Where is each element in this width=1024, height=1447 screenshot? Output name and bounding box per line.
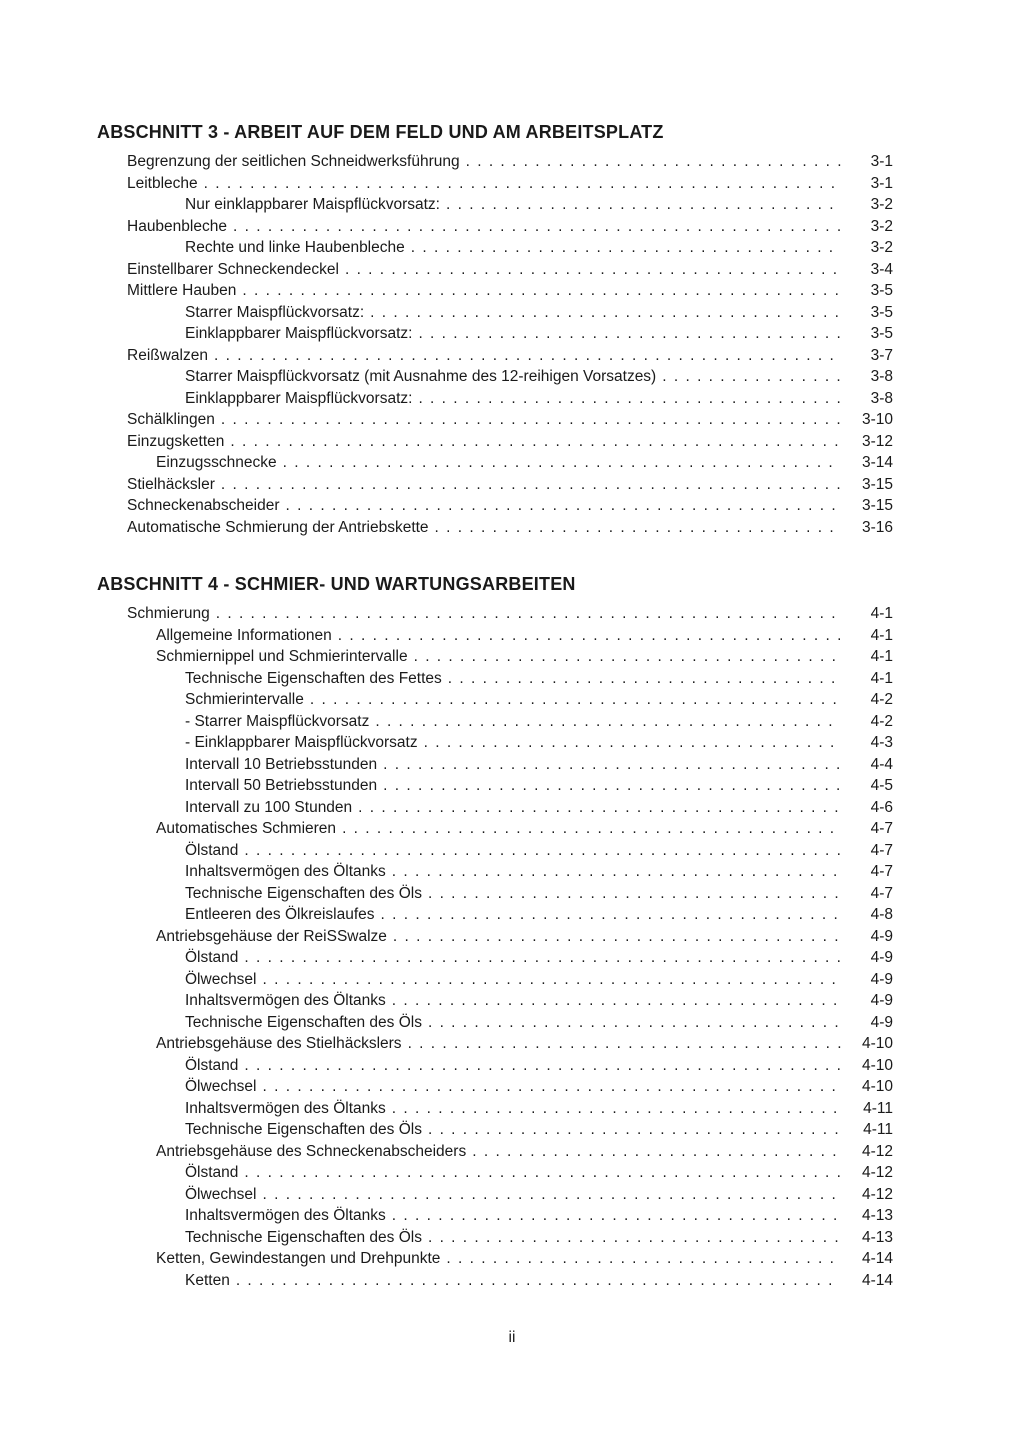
toc-entry xyxy=(97,990,893,1012)
toc-entry-label: Begrenzung der seitlichen Schneidwerksführung xyxy=(127,153,460,170)
toc-entry xyxy=(97,1119,893,1141)
dot-leader xyxy=(342,818,841,840)
toc-entry-label: Rechte und linke Haubenbleche xyxy=(185,239,405,256)
toc-entry xyxy=(97,1162,893,1184)
toc-entry-label: Reißwalzen xyxy=(127,346,208,364)
toc-entry xyxy=(97,1076,893,1098)
dot-leader xyxy=(310,689,841,711)
toc-entry-page: 4-12 xyxy=(861,1185,893,1203)
toc-entry xyxy=(97,216,893,238)
toc-entry xyxy=(97,151,893,173)
toc-entry-page: 4-4 xyxy=(870,755,893,773)
dot-leader xyxy=(244,947,841,969)
toc-entry-label: Entleeren des Ölkreislaufes xyxy=(185,906,375,923)
dot-leader xyxy=(418,388,841,410)
toc-entry-label: Intervall 10 Betriebsstunden xyxy=(185,755,378,773)
dot-leader xyxy=(244,1055,841,1077)
toc-entry xyxy=(97,689,893,711)
toc-entry xyxy=(97,452,893,474)
toc-entry xyxy=(97,345,893,367)
dot-leader xyxy=(428,1119,841,1141)
toc-entry-page: 4-5 xyxy=(870,777,893,794)
toc-entry-page: 3-15 xyxy=(861,475,893,493)
toc-entry-label: Ölwechsel xyxy=(185,1185,257,1203)
toc-entry-page: 4-10 xyxy=(861,1078,893,1095)
toc-entry-page: 4-13 xyxy=(861,1207,893,1224)
dot-leader xyxy=(221,474,841,496)
toc-entry-label: Einzugsketten xyxy=(127,432,225,450)
dot-leader xyxy=(214,345,841,367)
toc-entry xyxy=(97,323,893,345)
toc-entry xyxy=(97,818,893,840)
toc-entry-page: 3-2 xyxy=(870,196,893,213)
toc-entry-label: Technische Eigenschaften des Fettes xyxy=(185,669,442,687)
dot-leader xyxy=(244,1162,841,1184)
toc-entry xyxy=(97,366,893,388)
dot-leader xyxy=(662,366,841,388)
toc-entry-page: 3-10 xyxy=(861,411,893,428)
toc-entry xyxy=(97,388,893,410)
toc-entry-label: Allgemeine Informationen xyxy=(156,626,332,644)
dot-leader xyxy=(244,840,841,862)
toc-entry-label: Schmierung xyxy=(127,605,210,622)
toc-entry xyxy=(97,1205,893,1227)
toc-entry xyxy=(97,431,893,453)
toc-entry-label: Automatische Schmierung der Antriebskette xyxy=(127,518,429,536)
toc-entry-page: 4-7 xyxy=(870,820,893,837)
dot-leader xyxy=(263,969,842,991)
toc-entry xyxy=(97,904,893,926)
toc-entry xyxy=(97,797,893,819)
toc-entry-label: Technische Eigenschaften des Öls xyxy=(185,1013,422,1031)
dot-leader xyxy=(472,1141,841,1163)
toc-entry-page: 4-11 xyxy=(863,1099,893,1117)
toc-entry-label: Technische Eigenschaften des Öls xyxy=(185,1228,422,1246)
toc-entry-page: 4-12 xyxy=(861,1142,893,1160)
toc-entry-label: Mittlere Hauben xyxy=(127,282,237,299)
toc-entry xyxy=(97,1141,893,1163)
toc-entry-page: 3-8 xyxy=(870,368,893,385)
toc-entry xyxy=(97,840,893,862)
toc-entry-label: Einzugsschnecke xyxy=(156,454,277,471)
toc-entry-label: Ölstand xyxy=(185,1056,239,1074)
dot-leader xyxy=(408,1033,841,1055)
toc-entry xyxy=(97,646,893,668)
dot-leader xyxy=(392,861,841,883)
dot-leader xyxy=(392,1205,841,1227)
dot-leader xyxy=(233,216,841,238)
dot-leader xyxy=(263,1184,842,1206)
toc-entry xyxy=(97,280,893,302)
toc-entry xyxy=(97,302,893,324)
dot-leader xyxy=(466,151,841,173)
toc-entry-page: 4-10 xyxy=(861,1056,893,1074)
toc-entry-page: 4-9 xyxy=(870,970,893,988)
toc-entry-page: 3-4 xyxy=(870,260,893,278)
toc-entry-page: 3-1 xyxy=(870,153,893,170)
toc-entry-page: 4-9 xyxy=(870,992,893,1009)
toc-entry-label: Ketten xyxy=(185,1271,230,1289)
toc-entry xyxy=(97,1184,893,1206)
toc-entry-page: 3-8 xyxy=(870,389,893,407)
toc-entry-page: 4-1 xyxy=(870,669,893,687)
toc-entry-page: 3-1 xyxy=(870,174,893,192)
toc-entry xyxy=(97,1055,893,1077)
dot-leader xyxy=(393,926,841,948)
toc-entry xyxy=(97,775,893,797)
toc-entry xyxy=(97,194,893,216)
dot-leader xyxy=(448,668,841,690)
toc-entry-page: 3-5 xyxy=(870,325,893,342)
dot-leader xyxy=(338,625,841,647)
dot-leader xyxy=(424,732,841,754)
toc-entry-page: 4-14 xyxy=(861,1271,893,1289)
dot-leader xyxy=(381,904,841,926)
dot-leader xyxy=(446,194,841,216)
toc-entry xyxy=(97,883,893,905)
toc-entry-page: 3-14 xyxy=(861,454,893,471)
section-title: ABSCHNITT 4 - SCHMIER- UND WARTUNGSARBEITEN xyxy=(97,574,576,594)
toc-entry-page: 4-8 xyxy=(870,906,893,923)
toc-entry-label: Einklappbarer Maispflückvorsatz: xyxy=(185,389,413,407)
toc-entry xyxy=(97,668,893,690)
toc-entry-label: Ölstand xyxy=(185,1164,239,1181)
dot-leader xyxy=(283,452,841,474)
toc-entry xyxy=(97,237,893,259)
toc-entry-label: Inhaltsvermögen des Öltanks xyxy=(185,992,386,1009)
toc-entry-label: Antriebsgehäuse des Schneckenabscheiders xyxy=(156,1142,467,1160)
toc-entry-page: 3-5 xyxy=(870,303,893,321)
dot-leader xyxy=(236,1270,841,1292)
toc-entry-page: 4-1 xyxy=(870,605,893,622)
dot-leader xyxy=(375,711,841,733)
toc-entry-label: Schälklingen xyxy=(127,411,215,428)
toc-entry-label: Ketten, Gewindestangen und Drehpunkte xyxy=(156,1250,441,1267)
toc-entry xyxy=(97,969,893,991)
dot-leader xyxy=(263,1076,842,1098)
dot-leader xyxy=(216,603,841,625)
toc-entry xyxy=(97,732,893,754)
toc-entry-page: 4-3 xyxy=(870,734,893,751)
toc-entry-label: Technische Eigenschaften des Öls xyxy=(185,1121,422,1138)
toc-entry xyxy=(97,947,893,969)
dot-leader xyxy=(242,280,841,302)
toc-entry xyxy=(97,1270,893,1292)
table-of-contents xyxy=(97,120,893,1325)
toc-entry xyxy=(97,259,893,281)
toc-entry-page: 3-2 xyxy=(870,217,893,235)
toc-entry-label: - Starrer Maispflückvorsatz xyxy=(185,712,370,730)
toc-entry-label: - Einklappbarer Maispflückvorsatz xyxy=(185,734,418,751)
dot-leader xyxy=(286,495,841,517)
toc-section xyxy=(97,572,893,1291)
toc-entry-page: 3-2 xyxy=(870,239,893,256)
toc-section xyxy=(97,120,893,538)
toc-entry-page: 4-2 xyxy=(870,712,893,730)
dot-leader xyxy=(418,323,841,345)
toc-entry-page: 4-10 xyxy=(861,1035,893,1052)
dot-leader xyxy=(221,409,841,431)
toc-entry-page: 3-16 xyxy=(861,518,893,536)
dot-leader xyxy=(345,259,841,281)
toc-entry xyxy=(97,1098,893,1120)
toc-entry-label: Ölwechsel xyxy=(185,970,257,988)
toc-entry xyxy=(97,625,893,647)
toc-entry xyxy=(97,1012,893,1034)
toc-entry-label: Ölstand xyxy=(185,841,239,859)
toc-entry xyxy=(97,1227,893,1249)
toc-entry-label: Antriebsgehäuse des Stielhäckslers xyxy=(156,1035,402,1052)
toc-entry-label: Nur einklappbarer Maispflückvorsatz: xyxy=(185,196,440,213)
toc-entry-page: 4-7 xyxy=(870,884,893,902)
toc-entry-label: Schmiernippel und Schmierintervalle xyxy=(156,648,408,665)
toc-entry-page: 4-2 xyxy=(870,691,893,708)
toc-entry xyxy=(97,1248,893,1270)
toc-entry-label: Intervall 50 Betriebsstunden xyxy=(185,777,378,794)
toc-entry-page: 3-5 xyxy=(870,282,893,299)
toc-entry xyxy=(97,926,893,948)
toc-entry-label: Inhaltsvermögen des Öltanks xyxy=(185,1207,386,1224)
toc-entry xyxy=(97,603,893,625)
section-title: ABSCHNITT 3 - ARBEIT AUF DEM FELD UND AM ARBEITSPLATZ xyxy=(97,122,664,142)
dot-leader xyxy=(392,1098,841,1120)
dot-leader xyxy=(428,1227,841,1249)
dot-leader xyxy=(383,754,841,776)
dot-leader xyxy=(370,302,841,324)
toc-entry-page: 3-7 xyxy=(870,346,893,364)
dot-leader xyxy=(428,1012,841,1034)
toc-entry xyxy=(97,517,893,539)
toc-entry-label: Inhaltsvermögen des Öltanks xyxy=(185,863,386,880)
toc-entry-label: Antriebsgehäuse der ReiSSwalze xyxy=(156,927,387,945)
toc-entry xyxy=(97,754,893,776)
toc-entry-page: 4-6 xyxy=(870,798,893,816)
toc-entry-label: Schneckenabscheider xyxy=(127,497,280,514)
toc-entry-page: 4-11 xyxy=(863,1121,893,1138)
toc-entry-page: 4-9 xyxy=(870,949,893,966)
toc-entry-page: 4-1 xyxy=(870,648,893,665)
toc-entry-page: 4-13 xyxy=(861,1228,893,1246)
toc-entry-label: Ölwechsel xyxy=(185,1078,257,1095)
dot-leader xyxy=(358,797,841,819)
toc-entry-page: 4-7 xyxy=(870,841,893,859)
toc-entry-page: 4-7 xyxy=(870,863,893,880)
dot-leader xyxy=(204,173,841,195)
dot-leader xyxy=(392,990,841,1012)
toc-entry-label: Automatisches Schmieren xyxy=(156,820,337,837)
toc-entry-page: 4-1 xyxy=(870,626,893,644)
dot-leader xyxy=(411,237,841,259)
toc-entry-label: Starrer Maispflückvorsatz: xyxy=(185,303,365,321)
toc-entry-page: 4-9 xyxy=(870,1013,893,1031)
toc-entry xyxy=(97,173,893,195)
toc-entry-label: Ölstand xyxy=(185,949,239,966)
dot-leader xyxy=(414,646,841,668)
dot-leader xyxy=(446,1248,841,1270)
toc-entry-label: Schmierintervalle xyxy=(185,691,304,708)
toc-entry-label: Intervall zu 100 Stunden xyxy=(185,798,353,816)
toc-entry-page: 4-14 xyxy=(861,1250,893,1267)
dot-leader xyxy=(435,517,841,539)
toc-entry xyxy=(97,495,893,517)
toc-entry-page: 4-12 xyxy=(861,1164,893,1181)
dot-leader xyxy=(383,775,841,797)
toc-entry-label: Inhaltsvermögen des Öltanks xyxy=(185,1099,386,1117)
dot-leader xyxy=(428,883,841,905)
toc-entry-page: 3-15 xyxy=(861,497,893,514)
toc-entry-label: Haubenbleche xyxy=(127,217,227,235)
toc-entry-label: Einklappbarer Maispflückvorsatz: xyxy=(185,325,413,342)
toc-entry-label: Leitbleche xyxy=(127,174,198,192)
toc-entry-label: Einstellbarer Schneckendeckel xyxy=(127,260,339,278)
toc-entry xyxy=(97,711,893,733)
toc-entry xyxy=(97,409,893,431)
toc-entry-label: Starrer Maispflückvorsatz (mit Ausnahme des 12-reihigen Vorsatzes) xyxy=(185,368,657,385)
toc-entry-page: 4-9 xyxy=(870,927,893,945)
dot-leader xyxy=(230,431,841,453)
toc-entry xyxy=(97,474,893,496)
footer-page-number: ii xyxy=(508,1329,516,1346)
toc-entry xyxy=(97,861,893,883)
toc-entry xyxy=(97,1033,893,1055)
toc-entry-page: 3-12 xyxy=(861,432,893,450)
toc-entry-label: Technische Eigenschaften des Öls xyxy=(185,884,422,902)
toc-entry-label: Stielhäcksler xyxy=(127,475,215,493)
